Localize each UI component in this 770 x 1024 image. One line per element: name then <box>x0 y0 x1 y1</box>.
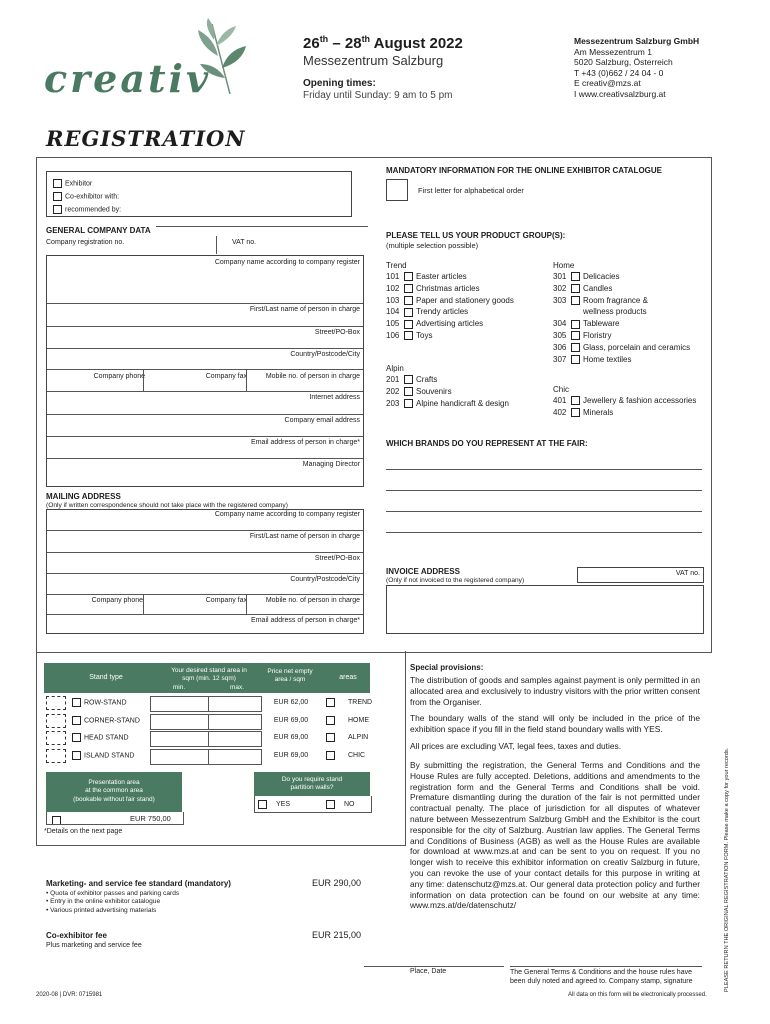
trend-item[interactable] <box>386 296 514 306</box>
opening-label: Opening times: <box>303 78 376 89</box>
checkbox[interactable] <box>571 355 580 364</box>
stand-area-option[interactable] <box>326 698 372 707</box>
checkbox[interactable] <box>571 343 580 352</box>
product-group-label: Room fragrance & <box>583 295 648 305</box>
invoice-heading: INVOICE ADDRESS <box>386 567 460 576</box>
stand-shape-icon <box>46 714 66 728</box>
invoice-address-field[interactable] <box>386 585 704 634</box>
checkbox[interactable] <box>404 296 413 305</box>
product-group-number: 306 <box>553 342 567 352</box>
brand-line-2[interactable] <box>386 490 702 491</box>
checkbox[interactable] <box>404 272 413 281</box>
product-group-label: Easter articles <box>416 272 467 281</box>
stand-table-header: Stand type Your desired stand area in sqm (min. 12 sqm) min. max. Price net empty area / sqm areas <box>44 663 370 693</box>
product-group-number: 101 <box>386 272 400 281</box>
stand-min-input[interactable] <box>150 749 210 765</box>
stand-type-label: ROW-STAND <box>84 699 127 707</box>
product-group-number: 201 <box>386 375 400 384</box>
product-group-label: Paper and stationery goods <box>416 295 514 305</box>
stand-max-input[interactable] <box>208 714 262 730</box>
invoice-vat-field[interactable]: VAT no. <box>577 567 704 583</box>
product-group-label: Crafts <box>416 375 438 384</box>
stand-area-label: CHIC <box>348 751 366 759</box>
stand-area-label: ALPIN <box>348 734 369 742</box>
product-group-label: Home textiles <box>583 354 632 364</box>
product-group-label: wellness products <box>583 307 647 317</box>
product-group-number: 301 <box>553 272 567 281</box>
place-date-line[interactable] <box>364 966 504 967</box>
stand-price: EUR 69,00 <box>273 716 309 724</box>
first-letter-box[interactable] <box>386 179 408 201</box>
stand-area-label: TREND <box>348 699 373 707</box>
home-item[interactable] <box>553 343 690 353</box>
product-group-number: 305 <box>553 331 567 340</box>
checkbox[interactable] <box>404 284 413 293</box>
reg-no-label: Company registration no. <box>46 239 125 246</box>
stand-max-input[interactable] <box>208 731 262 747</box>
product-group-number: 302 <box>553 283 567 293</box>
brands-heading: WHICH BRANDS DO YOU REPRESENT AT THE FAIR: <box>386 439 588 448</box>
marketing-fee-items <box>46 890 179 915</box>
product-group-label: Trendy articles <box>416 307 469 317</box>
marketing-fee-item: • Various printed advertising materials <box>46 906 157 914</box>
trend-item[interactable] <box>386 331 432 341</box>
stand-price: EUR 62,00 <box>273 699 309 706</box>
chic-item[interactable] <box>553 408 613 418</box>
stand-area-option[interactable] <box>326 751 365 760</box>
walls-no-option[interactable]: NO <box>326 800 355 809</box>
product-group-number: 103 <box>386 295 400 305</box>
checkbox[interactable] <box>404 375 413 384</box>
marketing-fee-item: • Quota of exhibitor passes and parking cards <box>46 890 180 897</box>
home-item[interactable] <box>553 296 648 306</box>
partition-walls-question: Do you require stand partition walls? <box>254 772 370 796</box>
home-item[interactable] <box>553 272 619 282</box>
presentation-area-box: Presentation area at the common area (bookable without fair stand) <box>46 772 182 812</box>
checkbox[interactable] <box>404 308 413 317</box>
checkbox[interactable] <box>571 396 580 405</box>
signature-line[interactable] <box>510 966 702 967</box>
product-group-label: Jewellery & fashion accessories <box>583 396 697 405</box>
home-title: Home <box>553 261 575 270</box>
electronic-note: All data on this form will be electronically processed. <box>568 992 707 998</box>
product-group-number: 105 <box>386 319 400 329</box>
stand-type-option[interactable] <box>72 733 129 742</box>
form-code: 2020-08 | DVR: 0715981 <box>36 992 103 998</box>
product-group-label: Tableware <box>583 319 620 329</box>
stand-max-input[interactable] <box>208 749 262 765</box>
general-heading: GENERAL COMPANY DATA <box>46 226 151 235</box>
coexhibitor-fee-price: EUR 215,00 <box>312 930 362 940</box>
mailing-address-fields[interactable]: Company name according to company register First/Last name of person in charge Street/PO-Box Country/Postcode/City Company phone Company fax Mobile no. of person in charge Email address of person in charge* <box>46 509 364 634</box>
event-dates: 26th – 28th August 2022 <box>303 34 463 52</box>
stand-area-option[interactable] <box>326 716 369 725</box>
stand-min-input[interactable] <box>150 731 210 747</box>
alpin-item[interactable] <box>386 375 437 385</box>
home-item <box>553 307 647 317</box>
vat-no-label: VAT no. <box>232 239 257 246</box>
marketing-fee-item: • Entry in the online exhibitor catalogue <box>46 898 161 906</box>
stand-min-input[interactable] <box>150 696 210 712</box>
coexhibitor-fee-title: Co-exhibitor fee <box>46 931 107 940</box>
marketing-fee-title: Marketing- and service fee standard (mandatory) <box>46 879 231 888</box>
product-groups-heading: PLEASE TELL US YOUR PRODUCT GROUP(S): <box>386 231 566 240</box>
organiser-address: Messezentrum Salzburg GmbH Am Messezentrum 1 5020 Salzburg, Österreich T +43 (0)662 / 24 04 - 0 E creativ@mzs.at I www.creativsalzburg.at <box>574 36 700 99</box>
mailing-heading: MAILING ADDRESS <box>46 492 121 501</box>
product-group-label: Advertising articles <box>416 319 484 329</box>
checkbox[interactable] <box>571 408 580 417</box>
product-group-label: Minerals <box>583 407 614 417</box>
product-group-number: 102 <box>386 283 400 293</box>
presentation-price: EUR 750,00 <box>130 814 171 823</box>
stand-type-label: CORNER-STAND <box>84 716 140 724</box>
mailing-sub: (Only if written correspondence should not take place with the registered company) <box>46 502 288 509</box>
product-group-number: 106 <box>386 331 400 340</box>
stand-type-label: HEAD STAND <box>84 734 129 742</box>
home-item[interactable] <box>553 284 612 294</box>
product-group-number: 303 <box>553 295 567 305</box>
coexhibitor-option[interactable]: Co-exhibitor with: <box>53 192 119 201</box>
checkbox[interactable] <box>404 399 413 408</box>
trend-title: Trend <box>386 261 407 270</box>
stand-shape-icon <box>46 731 66 745</box>
exhibitor-option[interactable]: Exhibitor <box>53 179 92 188</box>
chic-item[interactable] <box>553 396 696 406</box>
product-group-number: 401 <box>553 396 567 405</box>
invoice-sub: (Only if not invoiced to the registered company) <box>386 577 525 584</box>
page-title: REGISTRATION <box>46 126 246 151</box>
walls-yes-option[interactable]: YES <box>258 800 290 809</box>
checkbox[interactable] <box>571 272 580 281</box>
stand-type-option[interactable] <box>72 698 127 707</box>
stand-shape-icon <box>46 749 66 763</box>
exhibitor-type-box <box>46 171 352 217</box>
checkbox[interactable] <box>404 331 413 340</box>
first-letter-label: First letter for alphabetical order <box>418 186 524 195</box>
stand-area-option[interactable] <box>326 733 368 742</box>
provisions-heading: Special provisions: <box>410 663 484 672</box>
alpin-title: Alpin <box>386 364 404 373</box>
checkbox[interactable] <box>571 320 580 329</box>
stand-price: EUR 69,00 <box>273 734 309 741</box>
terms-note: The General Terms & Conditions and the house rules have been duly noted and agreed to. Company stamp, signature <box>510 969 693 985</box>
product-group-number: 307 <box>553 354 567 364</box>
provision-2: The boundary walls of the stand will only be included in the price of the exhibition space if you fill in the field stand boundary walls with YES. <box>410 713 700 734</box>
checkbox[interactable] <box>571 296 580 305</box>
stand-type-label: ISLAND STAND <box>84 751 135 759</box>
checkbox[interactable] <box>404 387 413 396</box>
trend-item[interactable] <box>386 272 467 282</box>
catalogue-heading: MANDATORY INFORMATION FOR THE ONLINE EXHIBITOR CATALOGUE <box>386 166 662 175</box>
stand-shape-icon <box>46 696 66 710</box>
trend-item[interactable] <box>386 319 483 329</box>
return-note: PLEASE RETURN THE ORIGINAL REGISTRATION FORM. Please make a copy for your records. <box>724 747 730 992</box>
product-group-number: 202 <box>386 386 400 396</box>
general-company-fields[interactable]: Company name according to company register First/Last name of person in charge Street/PO-Box Country/Postcode/City Company phone Company fax Mobile no. of person in charge Internet address Company email address Email address of person in charge* Managing Director <box>46 255 364 487</box>
product-groups-sub: (multiple selection possible) <box>386 241 479 250</box>
product-group-number: 203 <box>386 398 400 408</box>
stand-min-input[interactable] <box>150 714 210 730</box>
alpin-item[interactable] <box>386 399 509 409</box>
product-group-label: Souvenirs <box>416 386 452 396</box>
trend-item[interactable] <box>386 284 480 294</box>
home-item[interactable] <box>553 331 611 341</box>
product-group-label: Delicacies <box>583 272 620 281</box>
product-group-label: Christmas articles <box>416 283 480 293</box>
product-group-label: Toys <box>416 331 433 340</box>
coexhibitor-fee-sub: Plus marketing and service fee <box>46 942 142 949</box>
stand-max-input[interactable] <box>208 696 262 712</box>
brand-line-4[interactable] <box>386 532 702 533</box>
creativ-logo: creativ <box>44 56 212 101</box>
opening-value: Friday until Sunday: 9 am to 5 pm <box>303 90 453 101</box>
event-venue: Messezentrum Salzburg <box>303 53 444 68</box>
product-group-label: Glass, porcelain and ceramics <box>583 342 691 352</box>
provision-1: The distribution of goods and samples against payment is only permitted in an allocated area and exclusively to industry visitors with the prior written consent from the Organiser. <box>410 675 701 707</box>
stand-type-option[interactable] <box>72 751 134 760</box>
details-note: *Details on the next page <box>44 828 123 835</box>
stand-area-label: HOME <box>348 716 369 724</box>
provision-4: By submitting the registration, the General Terms and Conditions and the House Rules are fully accepted. Deletions, additions and amendments to the registration form and the General Terms and Conditions shall be void. Premature dismantling during the duration of the fair is not permitted under contractual penalty. The place of jurisdiction for all disputes of whatever nature between Messezentrum Salzburg GmbH and the Exhibitor is the court responsible for the city of Salzburg. Austrian law applies. The General Terms and Conditions of Business (AGB) as well as the House Rules are available for download at www.mzs.at and can be sent to you on request. If you no longer wish to receive this exhibitor information on creativ Salzburg in future, you can revoke the use of your contact details for this purpose in writing at any time: datenschutz@mzs.at. Our general data protection policy and further information on data protection can be found on our website at any time: www.mzs.at/de/datenschutz/ <box>410 760 700 911</box>
product-group-label: Candles <box>583 283 613 293</box>
alpin-item[interactable] <box>386 387 452 397</box>
place-date-label: Place, Date <box>410 968 447 975</box>
brand-line-1[interactable] <box>386 469 702 470</box>
stand-price: EUR 69,00 <box>273 751 309 759</box>
provision-3: All prices are excluding VAT, legal fees, taxes and duties. <box>410 741 622 751</box>
product-group-label: Floristry <box>583 331 612 340</box>
stand-type-option[interactable] <box>72 716 140 725</box>
product-group-number: 104 <box>386 307 400 317</box>
checkbox[interactable] <box>571 331 580 340</box>
checkbox[interactable] <box>571 284 580 293</box>
recommended-option[interactable]: recommended by: <box>53 205 121 214</box>
home-item[interactable] <box>553 319 619 329</box>
marketing-fee-price: EUR 290,00 <box>312 878 362 888</box>
chic-title: Chic <box>553 385 570 394</box>
trend-item[interactable] <box>386 307 468 317</box>
home-item[interactable] <box>553 355 631 365</box>
product-group-label: Alpine handicraft & design <box>416 398 509 408</box>
product-group-number: 402 <box>553 407 567 417</box>
checkbox[interactable] <box>404 320 413 329</box>
product-group-number: 304 <box>553 319 567 329</box>
brand-line-3[interactable] <box>386 511 702 512</box>
